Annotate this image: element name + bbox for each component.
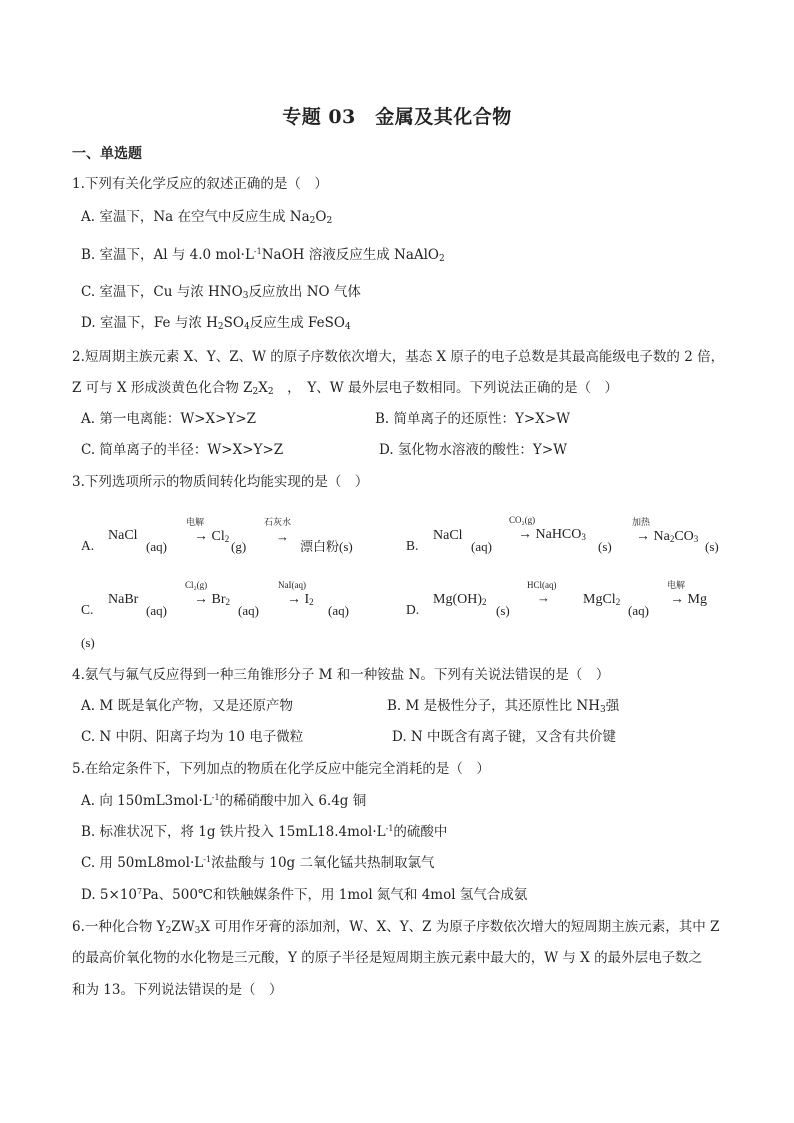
q5-option-c[interactable]: C. 用 $50mL8mol\cdot L^{-1}$浓盐酸与 10g 二氧化锰共热制取氯气 (81, 855, 435, 871)
q3-a-arrow-2: → (276, 529, 289, 544)
q3-b-formula-1: NaCl (433, 528, 463, 543)
q6-stem-line2: 的最高价氧化物的水化物是三元酸，Y 的原子半径是短周期主族元素中最大的，W 与 X 的最外层电子数之 (72, 950, 703, 966)
page-title: 专题 03 金属及其化合物 (282, 106, 512, 128)
q3-d-label: D. (406, 602, 420, 617)
q4-option-b[interactable]: B. M 是极性分子，其还原性比 $NH_3$强 (387, 698, 620, 715)
q5-stem: 5.在给定条件下，下列加点的物质在化学反应中能完全消耗的是（ ） (72, 761, 490, 777)
q6-stem-line1: 6.一种化合物 $Y_2ZW_3X$ 可用作牙膏的添加剂，W、X、Y、Z 为原子序数依次增大的短周期主族元素，其中 Z (72, 919, 720, 936)
q3-a-formula-3: 漂白粉(s) (300, 539, 353, 554)
q4-option-a[interactable]: A. M 既是氧化产物，又是还原产物 (81, 698, 293, 714)
q3-d-condition-1: HCl(aq) (527, 580, 557, 590)
q3-a-state-2: (g) (231, 539, 247, 554)
q5-option-d[interactable]: D. $5\times 10^7Pa$、500℃和铁触媒条件下，用 1mol 氮气和 4mol 氢气合成氨 (81, 887, 528, 903)
q3-stem: 3.下列选项所示的物质间转化均能实现的是（ ） (72, 474, 369, 490)
q3-a-label: A. (81, 538, 95, 553)
q3-b-arrow-1: → NaHCO$_3$ (518, 527, 586, 542)
q3-d-arrow-2: → Mg (670, 592, 707, 607)
q3-c-condition-1: Cl₂(g) (185, 580, 208, 590)
q3-b-arrow-2: → $Na_2CO_3$ (636, 529, 699, 544)
q6-stem-line3: 和为 13。下列说法错误的是（ ） (72, 982, 283, 998)
q5-option-b[interactable]: B. 标准状况下，将 1g 铁片投入 $15mL18.4mol\cdot L^{-1}$的硫酸中 (81, 824, 448, 840)
q3-b-state-3: (s) (705, 539, 719, 554)
q1-option-d[interactable]: D. 室温下，Fe 与浓 $H_2SO_4$反应生成 FeSO$_4$ (81, 315, 351, 332)
section-heading: 一、单选题 (72, 146, 142, 162)
q3-c-condition-2: NaI(aq) (278, 580, 306, 590)
q3-a-formula-1: NaCl (108, 528, 138, 543)
q2-option-a[interactable]: A. 第一电离能：W>X>Y>Z (81, 411, 257, 427)
q3-a-state-1: (aq) (146, 539, 167, 554)
q3-d-formula-1: $Mg(OH)_2$ (433, 592, 487, 607)
q2-option-c[interactable]: C. 简单离子的半径：W>X>Y>Z (81, 442, 284, 458)
q1-stem: 1.下列有关化学反应的叙述正确的是（ ） (72, 176, 328, 192)
q2-option-d[interactable]: D. 氢化物水溶液的酸性：Y>W (379, 442, 568, 458)
q3-b-condition-2: 加热 (632, 517, 651, 527)
q3-c-arrow-2: → $I_2$ (287, 592, 314, 607)
q3-d-arrow-1: → (537, 590, 550, 605)
q1-option-b[interactable]: B. 室温下，Al 与 4.0 $mol\cdot L^{-1}NaOH$ 溶液反应生成 NaAlO$_2$ (81, 247, 445, 264)
q2-stem-line1: 2.短周期主族元素 X、Y、Z、W 的原子序数依次增大，基态 X 原子的电子总数是其最高能级电子数的 2 倍， (72, 349, 725, 365)
q3-b-state-2: (s) (598, 539, 612, 554)
q3-c-label: C. (81, 602, 94, 617)
q3-d-state-3: (s) (81, 635, 95, 650)
q3-d-formula-2: MgCl$_2$ (583, 592, 621, 607)
q3-c-state-2: (aq) (238, 603, 259, 618)
q4-option-d[interactable]: D. N 中既含有离子键，又含有共价键 (392, 729, 617, 745)
q3-d-state-2: (aq) (628, 603, 649, 618)
q2-stem-line2: Z 可与 X 形成淡黄色化合物 $Z_2X_2$ ， Y、W 最外层电子数相同。下列说法正确的是（ ） (72, 380, 618, 397)
q3-d-condition-2: 电解 (667, 580, 686, 590)
q1-option-c[interactable]: C. 室温下，Cu 与浓 $HNO_3$反应放出 NO 气体 (81, 284, 361, 301)
q3-a-arrow-1: → $Cl_2$ (194, 529, 230, 544)
q3-b-state-1: (aq) (471, 539, 492, 554)
q2-option-b[interactable]: B. 简单离子的还原性：Y>X>W (375, 411, 571, 427)
q1-option-a[interactable]: A. 室温下，Na 在空气中反应生成 $Na_2O_2$ (81, 209, 333, 226)
q4-option-c[interactable]: C. N 中阴、阳离子均为 10 电子微粒 (81, 729, 304, 745)
q4-stem: 4.氨气与氟气反应得到一种三角锥形分子 M 和一种铵盐 N。下列有关说法错误的是（ ） (72, 667, 610, 683)
q3-a-condition-1: 电解 (186, 517, 205, 527)
q3-c-state-3: (aq) (328, 603, 349, 618)
q3-b-condition-1: CO₂(g) (509, 515, 536, 525)
q5-option-a[interactable]: A. 向 $150mL3mol\cdot L^{-1}$的稀硝酸中加入 6.4g 铜 (81, 793, 367, 809)
q3-c-state-1: (aq) (146, 603, 167, 618)
q3-c-formula-1: NaBr (108, 592, 139, 607)
q3-b-label: B. (406, 538, 419, 553)
q3-c-arrow-1: → $Br_2$ (194, 592, 230, 607)
q3-a-condition-2: 石灰水 (264, 517, 292, 527)
q3-d-state-1: (s) (496, 603, 510, 618)
